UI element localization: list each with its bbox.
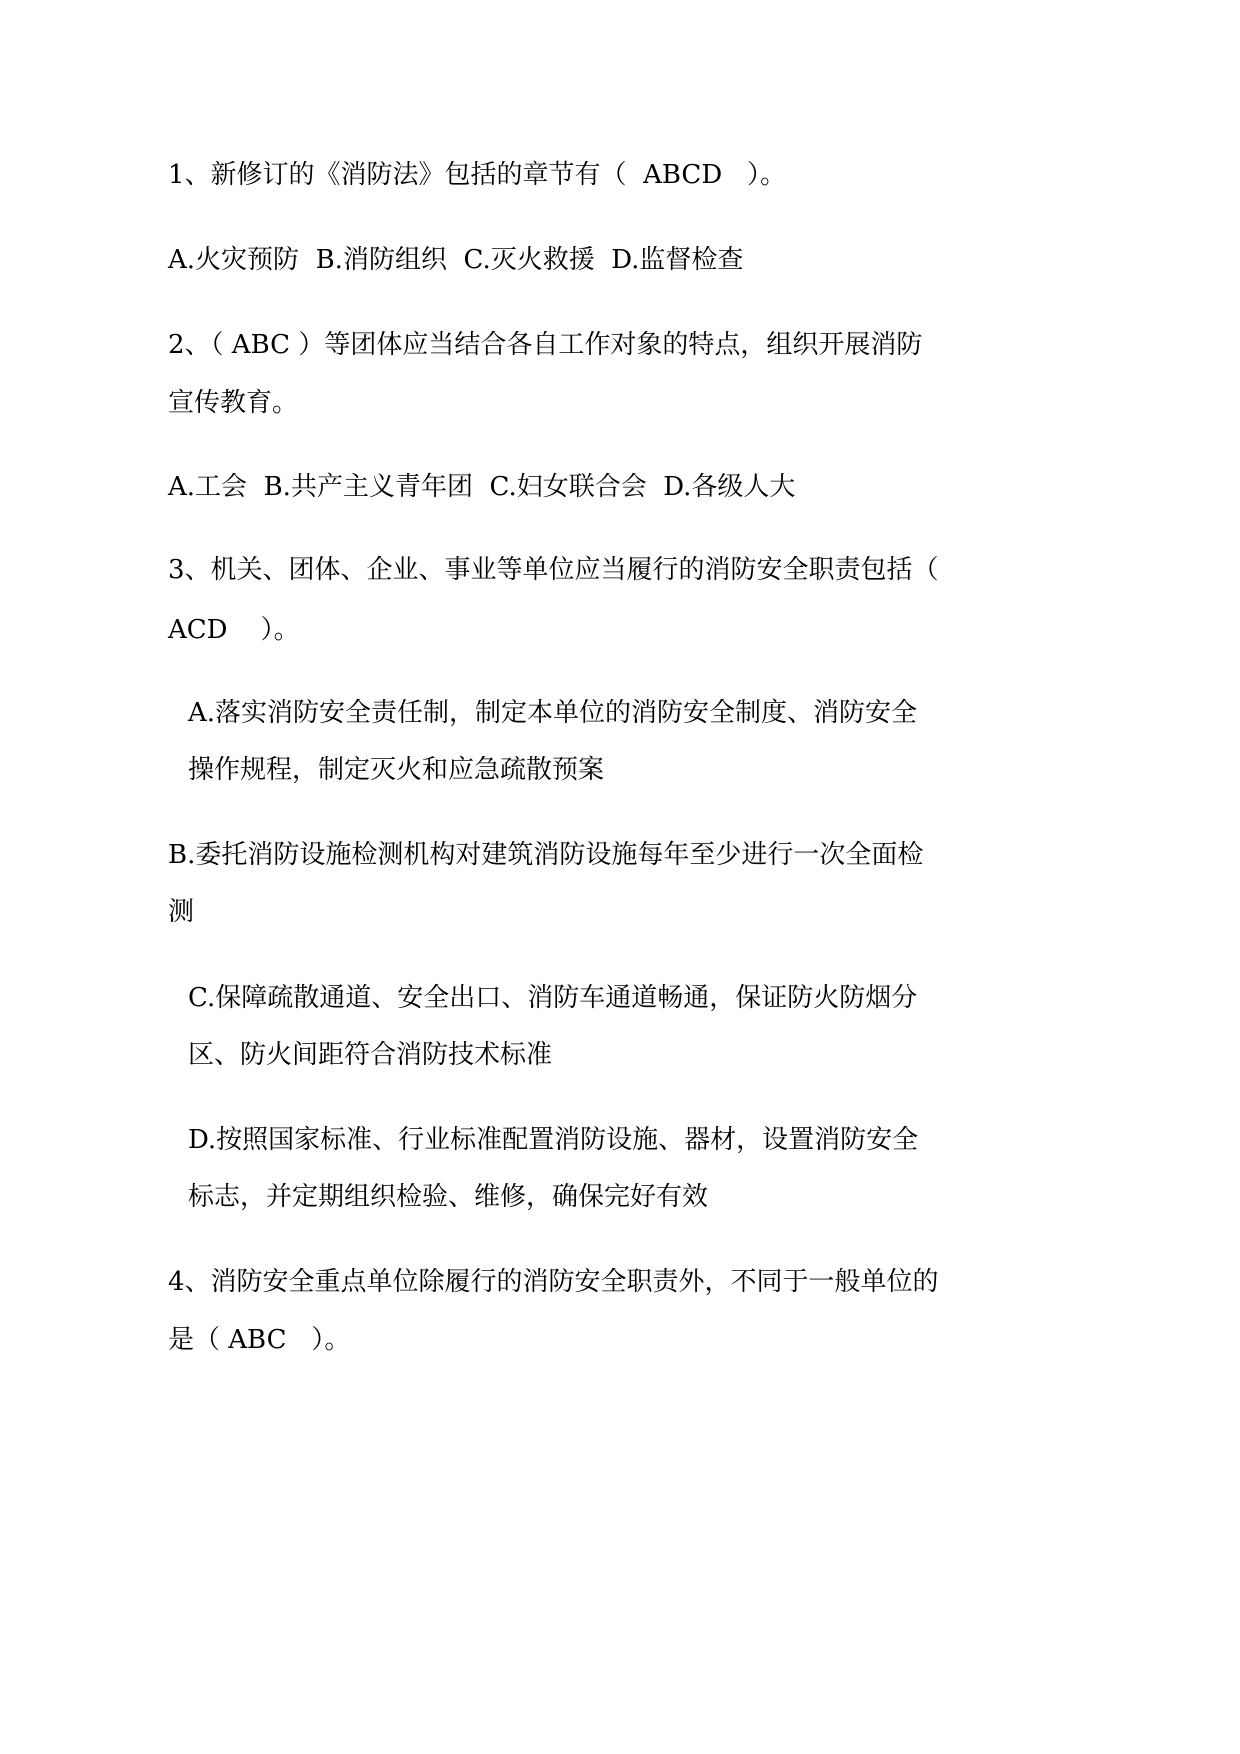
question-2-stem-line-2: 宣传教育。 (168, 388, 299, 418)
question-3-stem-line-2: ACD ）。 (168, 615, 300, 645)
question-4-stem-line-2: 是（ ABC ）。 (168, 1325, 351, 1355)
question-2-stem-line-1: 2、（ ABC ）等团体应当结合各自工作对象的特点，组织开展消防 (168, 330, 923, 360)
question-3-stem-line-1: 3、机关、团体、企业、事业等单位应当履行的消防安全职责包括（ (168, 555, 939, 585)
question-3-option-c-line-1: C.保障疏散通道、安全出口、消防车通道畅通，保证防火防烟分 (188, 983, 918, 1013)
question-2-options: A.工会 B.共产主义青年团 C.妇女联合会 D.各级人大 (168, 472, 796, 502)
question-3-option-a-line-1: A.落实消防安全责任制，制定本单位的消防安全制度、消防安全 (188, 698, 918, 728)
question-3-option-b-line-2: 测 (168, 897, 195, 927)
question-1-stem: 1、新修订的《消防法》包括的章节有（ ABCD ）。 (168, 160, 786, 190)
question-3-option-b-line-1: B.委托消防设施检测机构对建筑消防设施每年至少进行一次全面检 (168, 840, 924, 870)
question-3-option-d-line-2: 标志，并定期组织检验、维修，确保完好有效 (188, 1182, 709, 1212)
question-1-options: A.火灾预防 B.消防组织 C.灭火救援 D.监督检查 (168, 245, 744, 275)
question-3-option-d-line-1: D.按照国家标准、行业标准配置消防设施、器材，设置消防安全 (188, 1125, 919, 1155)
question-3-option-a-line-2: 操作规程，制定灭火和应急疏散预案 (188, 755, 605, 785)
question-4-stem-line-1: 4、消防安全重点单位除履行的消防安全职责外，不同于一般单位的 (168, 1267, 939, 1297)
question-3-option-c-line-2: 区、防火间距符合消防技术标准 (188, 1040, 553, 1070)
